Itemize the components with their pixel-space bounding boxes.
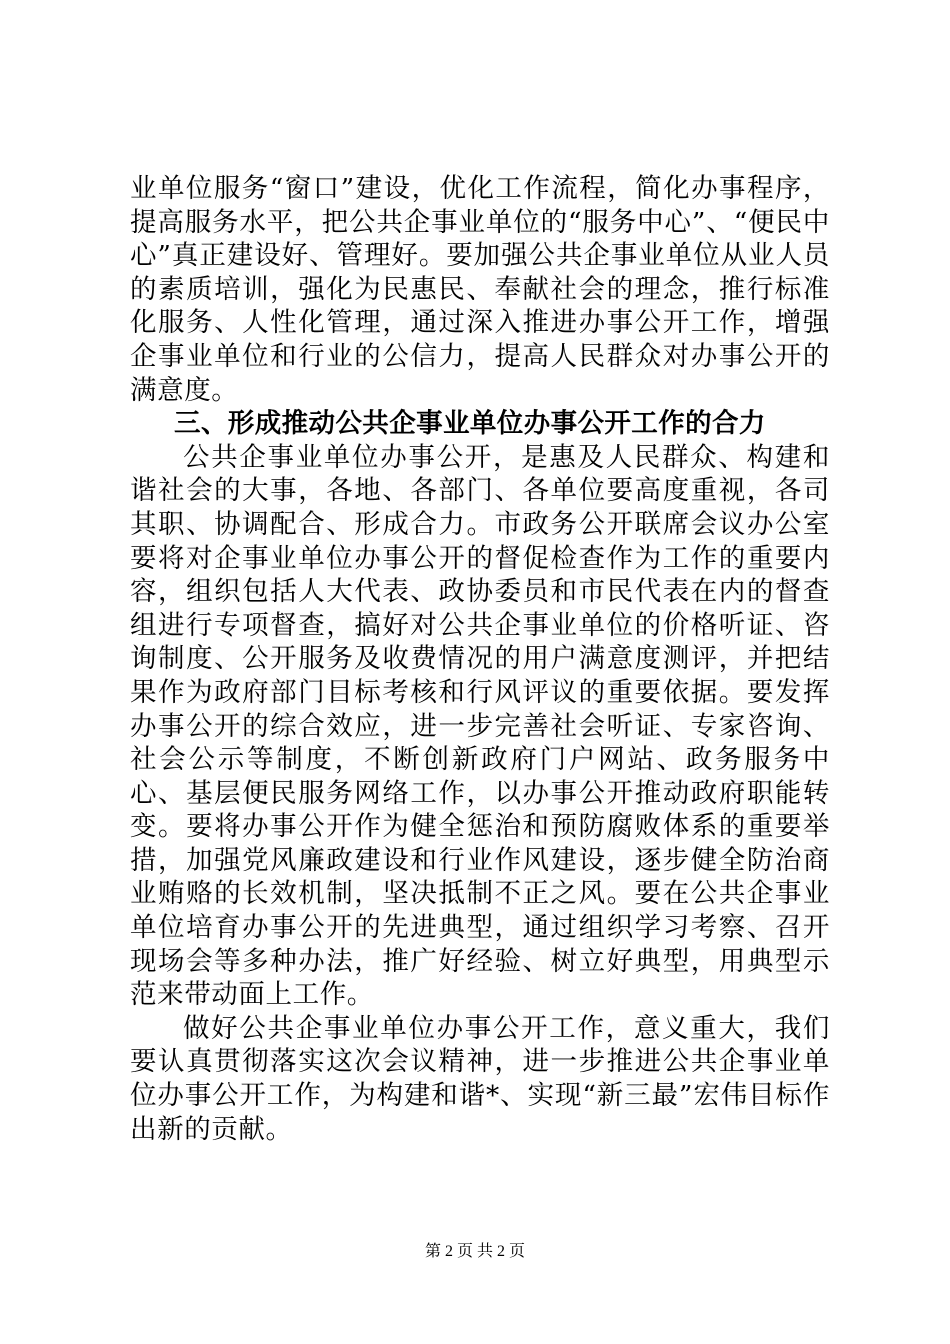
paragraph-section-body: 公共企事业单位办事公开，是惠及人民群众、构建和谐社会的大事，各地、各部门、各单位要高度重视，各司其职、协调配合、形成合力。市政务公开联席会议办公室要将对企事业单位办事公开的督促检查作为工作的重要内容，组织包括人大代表、政协委员和市民代表在内的督查组进行专项督查，搞好对公共企事业单位的价格听证、咨询制度、公开服务及收费情况的用户满意度测评，并把结果作为政府部门目标考核和行风评议的重要依据。要发挥办事公开的综合效应，进一步完善社会听证、专家咨询、社会公示等制度，不断创新政府门户网站、政务服务中心、基层便民服务网络工作，以办事公开推动政府职能转变。要将办事公开作为健全惩治和预防腐败体系的重要举措，加强党风廉政建设和行业作风建设，逐步健全防治商业贿赂的长效机制，坚决抵制不正之风。要在公共企事业单位培育办事公开的先进典型，通过组织学习考察、召开现场会等多种办法，推广好经验、树立好典型，用典型示范来带动面上工作。 — [130, 441, 830, 1011]
paragraph-conclusion: 做好公共企事业单位办事公开工作，意义重大，我们要认真贯彻落实这次会议精神，进一步推进公共企事业单位办事公开工作，为构建和谐*、实现“新三最”宏伟目标作出新的贡献。 — [130, 1012, 830, 1145]
section-heading: 三、形成推动公共企事业单位办事公开工作的合力 — [174, 408, 766, 440]
paragraph-continued: 业单位服务“窗口”建设，优化工作流程，简化办事程序，提高服务水平，把公共企事业单位的“服务中心”、“便民中心”真正建设好、管理好。要加强公共企事业单位从业人员的素质培训，强化为民惠民、奉献社会的理念，推行标准化服务、人性化管理，通过深入推进办事公开工作，增强企事业单位和行业的公信力，提高人民群众对办事公开的满意度。 — [130, 173, 830, 406]
page-number-footer: 第 2 页 共 2 页 — [424, 1243, 525, 1260]
document-body — [130, 172, 830, 1146]
